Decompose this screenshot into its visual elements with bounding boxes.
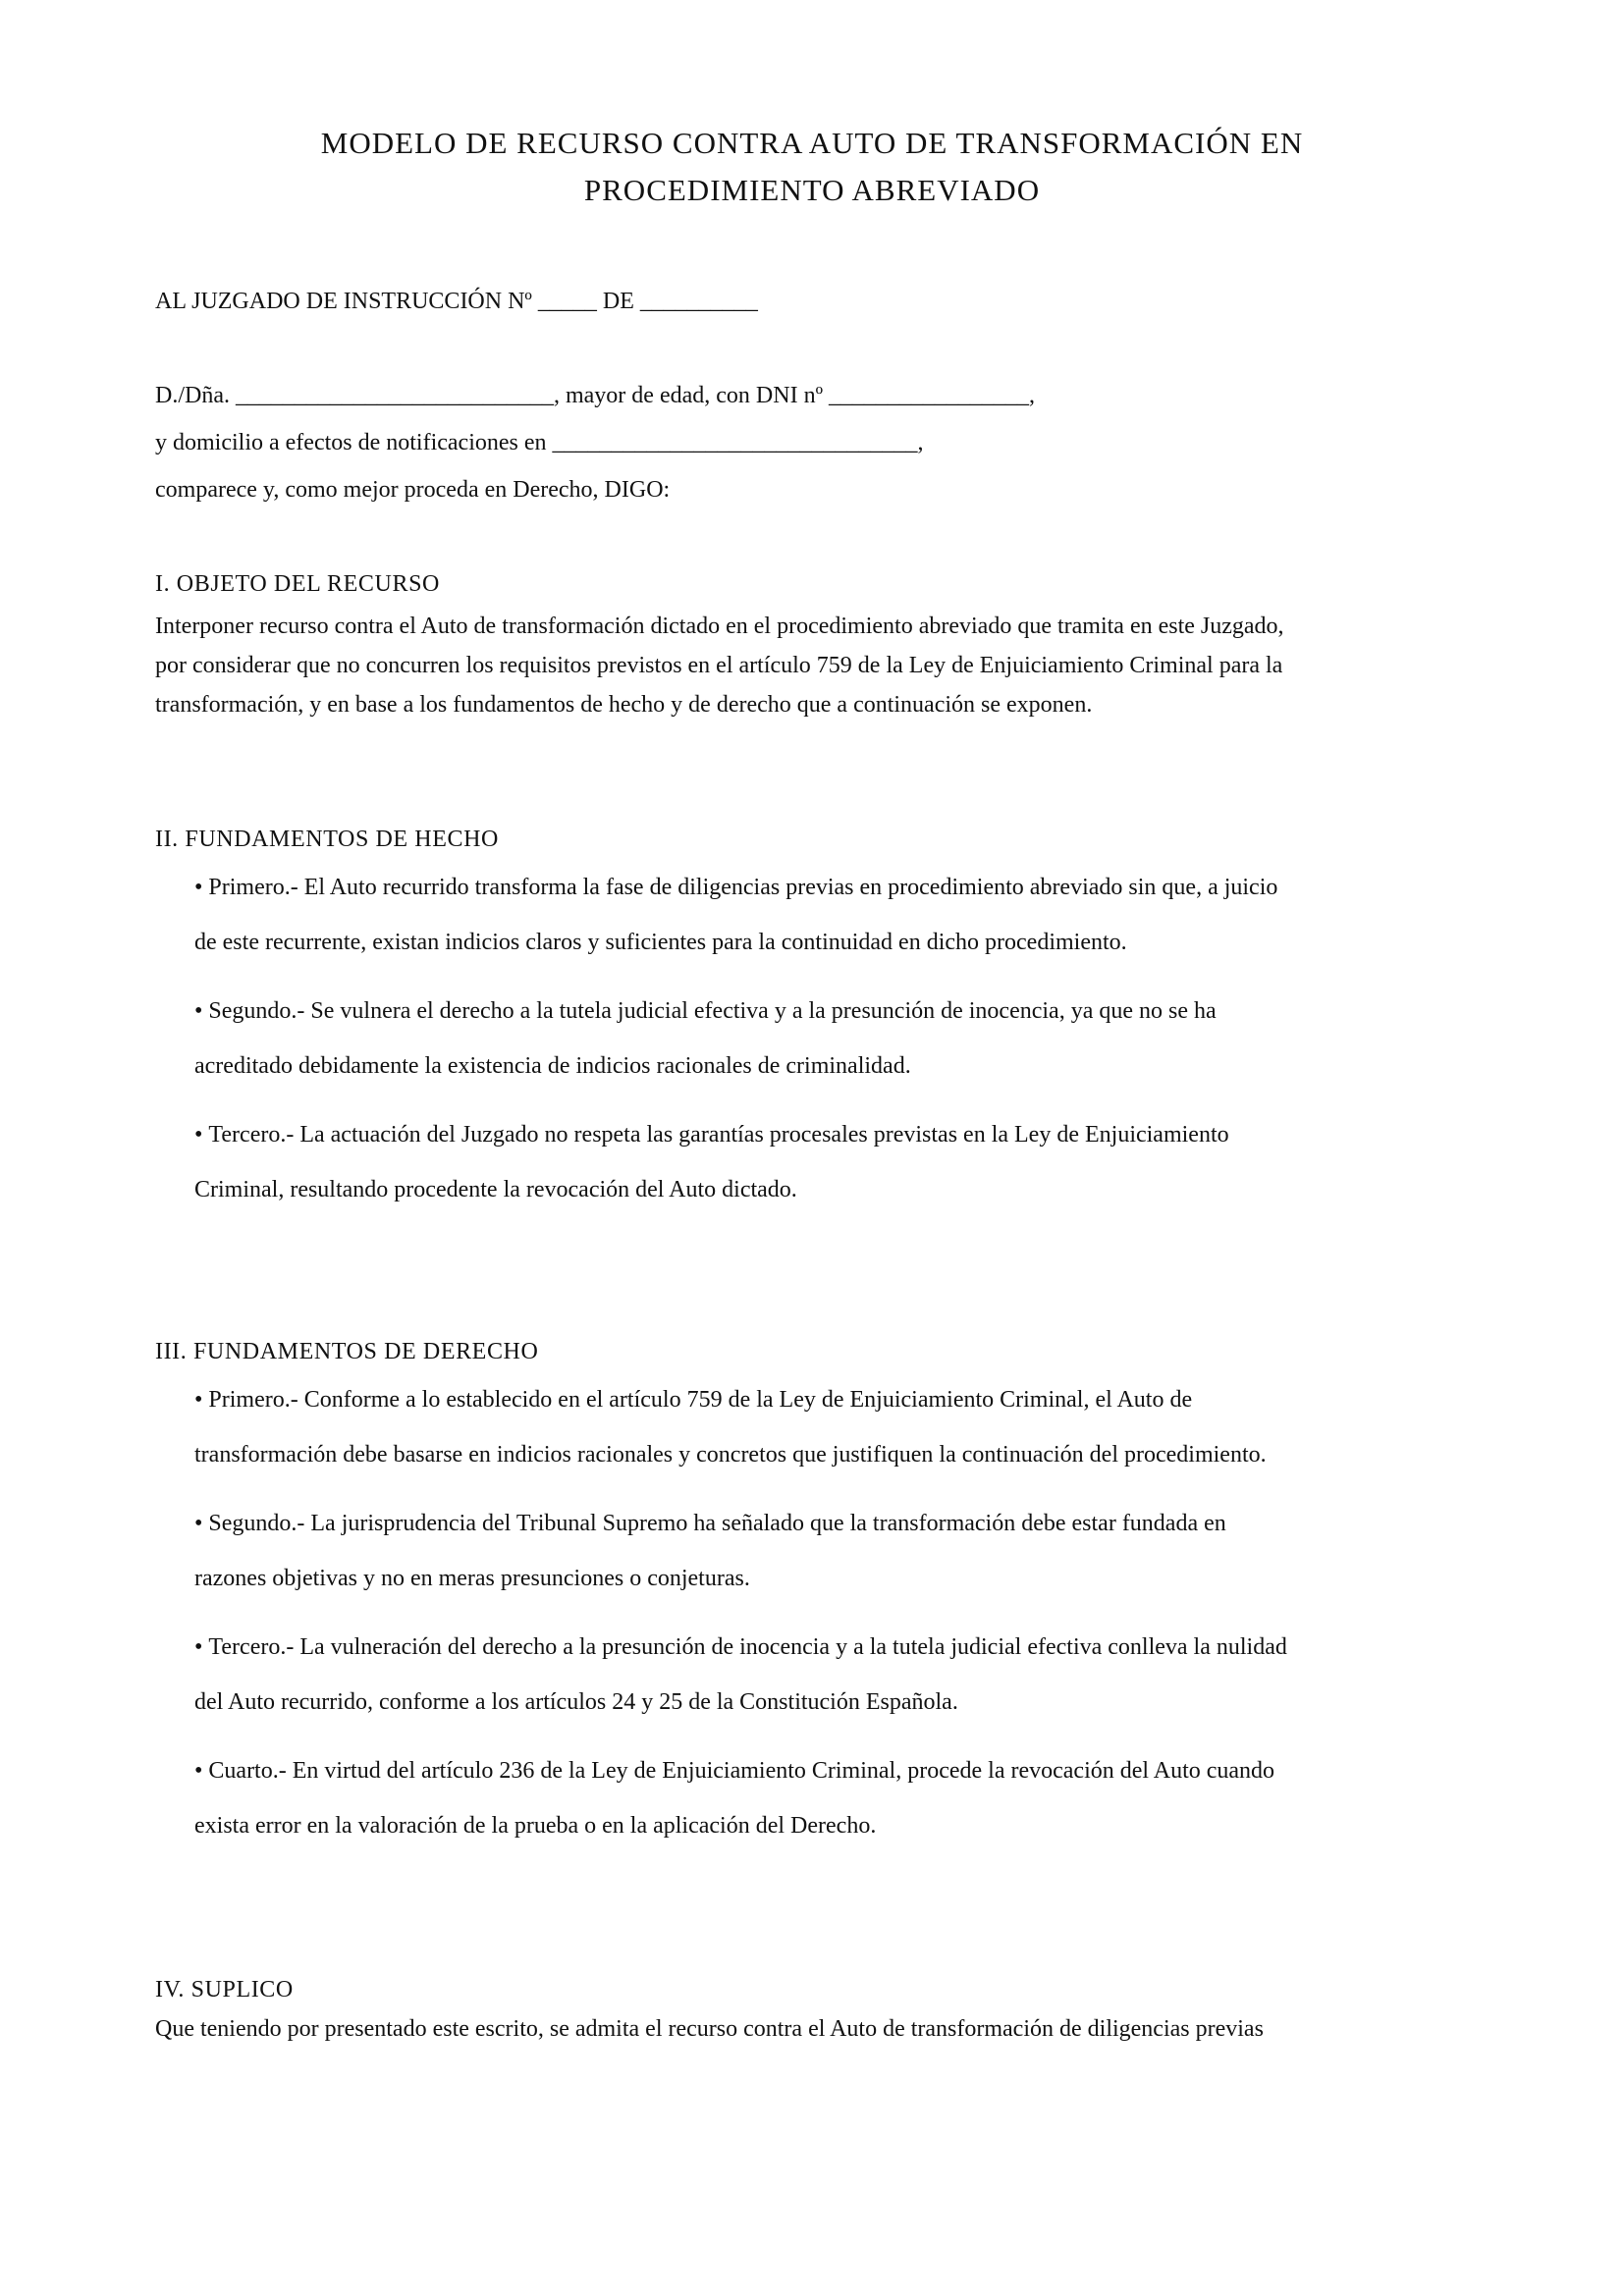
derecho-item-3-line-1: Tercero.- La vulneración del derecho a la presunción de inocencia y a la tutela judicial efectiva conlleva la nulidad bbox=[208, 1634, 1287, 1660]
intro-line-1: D./Dña. ___________________________, mayor de edad, con DNI nº _________________, bbox=[155, 383, 1036, 408]
derecho-item-4-line-1: Cuarto.- En virtud del artículo 236 de la Ley de Enjuiciamiento Criminal, procede la revocación del Auto cuando bbox=[208, 1758, 1275, 1784]
derecho-item-2-line-2: razones objetivas y no en meras presunciones o conjeturas. bbox=[194, 1566, 750, 1591]
hechos-item-2-line-1: Segundo.- Se vulnera el derecho a la tutela judicial efectiva y a la presunción de inocencia, ya que no se ha bbox=[208, 998, 1217, 1024]
suplico-line-1: Que teniendo por presentado este escrito, se admita el recurso contra el Auto de transformación de diligencias previas bbox=[155, 2016, 1264, 2042]
derecho-item-2 bbox=[194, 1496, 1510, 1606]
derecho-item-1-line-1: Primero.- Conforme a lo establecido en el artículo 759 de la Ley de Enjuiciamiento Criminal, el Auto de bbox=[208, 1387, 1193, 1413]
derecho-item-4 bbox=[194, 1743, 1510, 1853]
court-address: AL JUZGADO DE INSTRUCCIÓN Nº _____ DE __________ bbox=[155, 289, 758, 314]
section-heading-derecho: III. FUNDAMENTOS DE DERECHO bbox=[155, 1339, 539, 1364]
derecho-item-4-line-2: exista error en la valoración de la prueba o en la aplicación del Derecho. bbox=[194, 1813, 877, 1839]
derecho-item-3-line-2: del Auto recurrido, conforme a los artículos 24 y 25 de la Constitución Española. bbox=[194, 1689, 958, 1715]
intro-line-3: comparece y, como mejor proceda en Derecho, DIGO: bbox=[155, 477, 671, 503]
section-objeto-body bbox=[155, 607, 1490, 724]
hechos-item-3-line-1: Tercero.- La actuación del Juzgado no respeta las garantías procesales previstas en la Ley de Enjuiciamiento bbox=[208, 1122, 1229, 1148]
objeto-line-2: por considerar que no concurren los requisitos previstos en el artículo 759 de la Ley de Enjuiciamiento Criminal para la bbox=[155, 653, 1283, 678]
hechos-item-1 bbox=[194, 860, 1510, 970]
section-heading-objeto: I. OBJETO DEL RECURSO bbox=[155, 571, 440, 597]
title-line-1: MODELO DE RECURSO CONTRA AUTO DE TRANSFORMACIÓN EN bbox=[320, 126, 1304, 160]
hechos-item-3-line-2: Criminal, resultando procedente la revocación del Auto dictado. bbox=[194, 1177, 797, 1202]
document-title bbox=[0, 120, 1624, 214]
title-line-2: PROCEDIMIENTO ABREVIADO bbox=[583, 173, 1041, 207]
hechos-item-1-line-2: de este recurrente, existan indicios claros y suficientes para la continuidad en dicho procedimiento. bbox=[194, 930, 1127, 955]
hechos-item-2-line-2: acreditado debidamente la existencia de indicios racionales de criminalidad. bbox=[194, 1053, 911, 1079]
bullet: • bbox=[194, 1511, 203, 1536]
objeto-line-3: transformación, y en base a los fundamentos de hecho y de derecho que a continuación se exponen. bbox=[155, 692, 1093, 718]
derecho-item-2-line-1: Segundo.- La jurisprudencia del Tribunal Supremo ha señalado que la transformación debe estar fundada en bbox=[208, 1511, 1226, 1536]
derecho-item-3 bbox=[194, 1620, 1510, 1730]
bullet: • bbox=[194, 1758, 203, 1784]
hechos-item-2 bbox=[194, 984, 1510, 1094]
bullet: • bbox=[194, 1387, 203, 1413]
hechos-item-1-line-1: Primero.- El Auto recurrido transforma la fase de diligencias previas en procedimiento abreviado sin que, a juicio bbox=[208, 875, 1278, 900]
section-heading-hechos: II. FUNDAMENTOS DE HECHO bbox=[155, 827, 499, 852]
hechos-item-3 bbox=[194, 1107, 1510, 1217]
derecho-item-1-line-2: transformación debe basarse en indicios racionales y concretos que justifiquen la continuación del procedimiento. bbox=[194, 1442, 1267, 1468]
section-heading-suplico: IV. SUPLICO bbox=[155, 1977, 294, 2002]
intro-line-2: y domicilio a efectos de notificaciones en _______________________________, bbox=[155, 430, 924, 455]
bullet: • bbox=[194, 875, 203, 900]
bullet: • bbox=[194, 998, 203, 1024]
derecho-item-1 bbox=[194, 1372, 1510, 1482]
objeto-line-1: Interponer recurso contra el Auto de transformación dictado en el procedimiento abreviado que tramita en este Juzgado, bbox=[155, 614, 1284, 639]
bullet: • bbox=[194, 1122, 203, 1148]
bullet: • bbox=[194, 1634, 203, 1660]
